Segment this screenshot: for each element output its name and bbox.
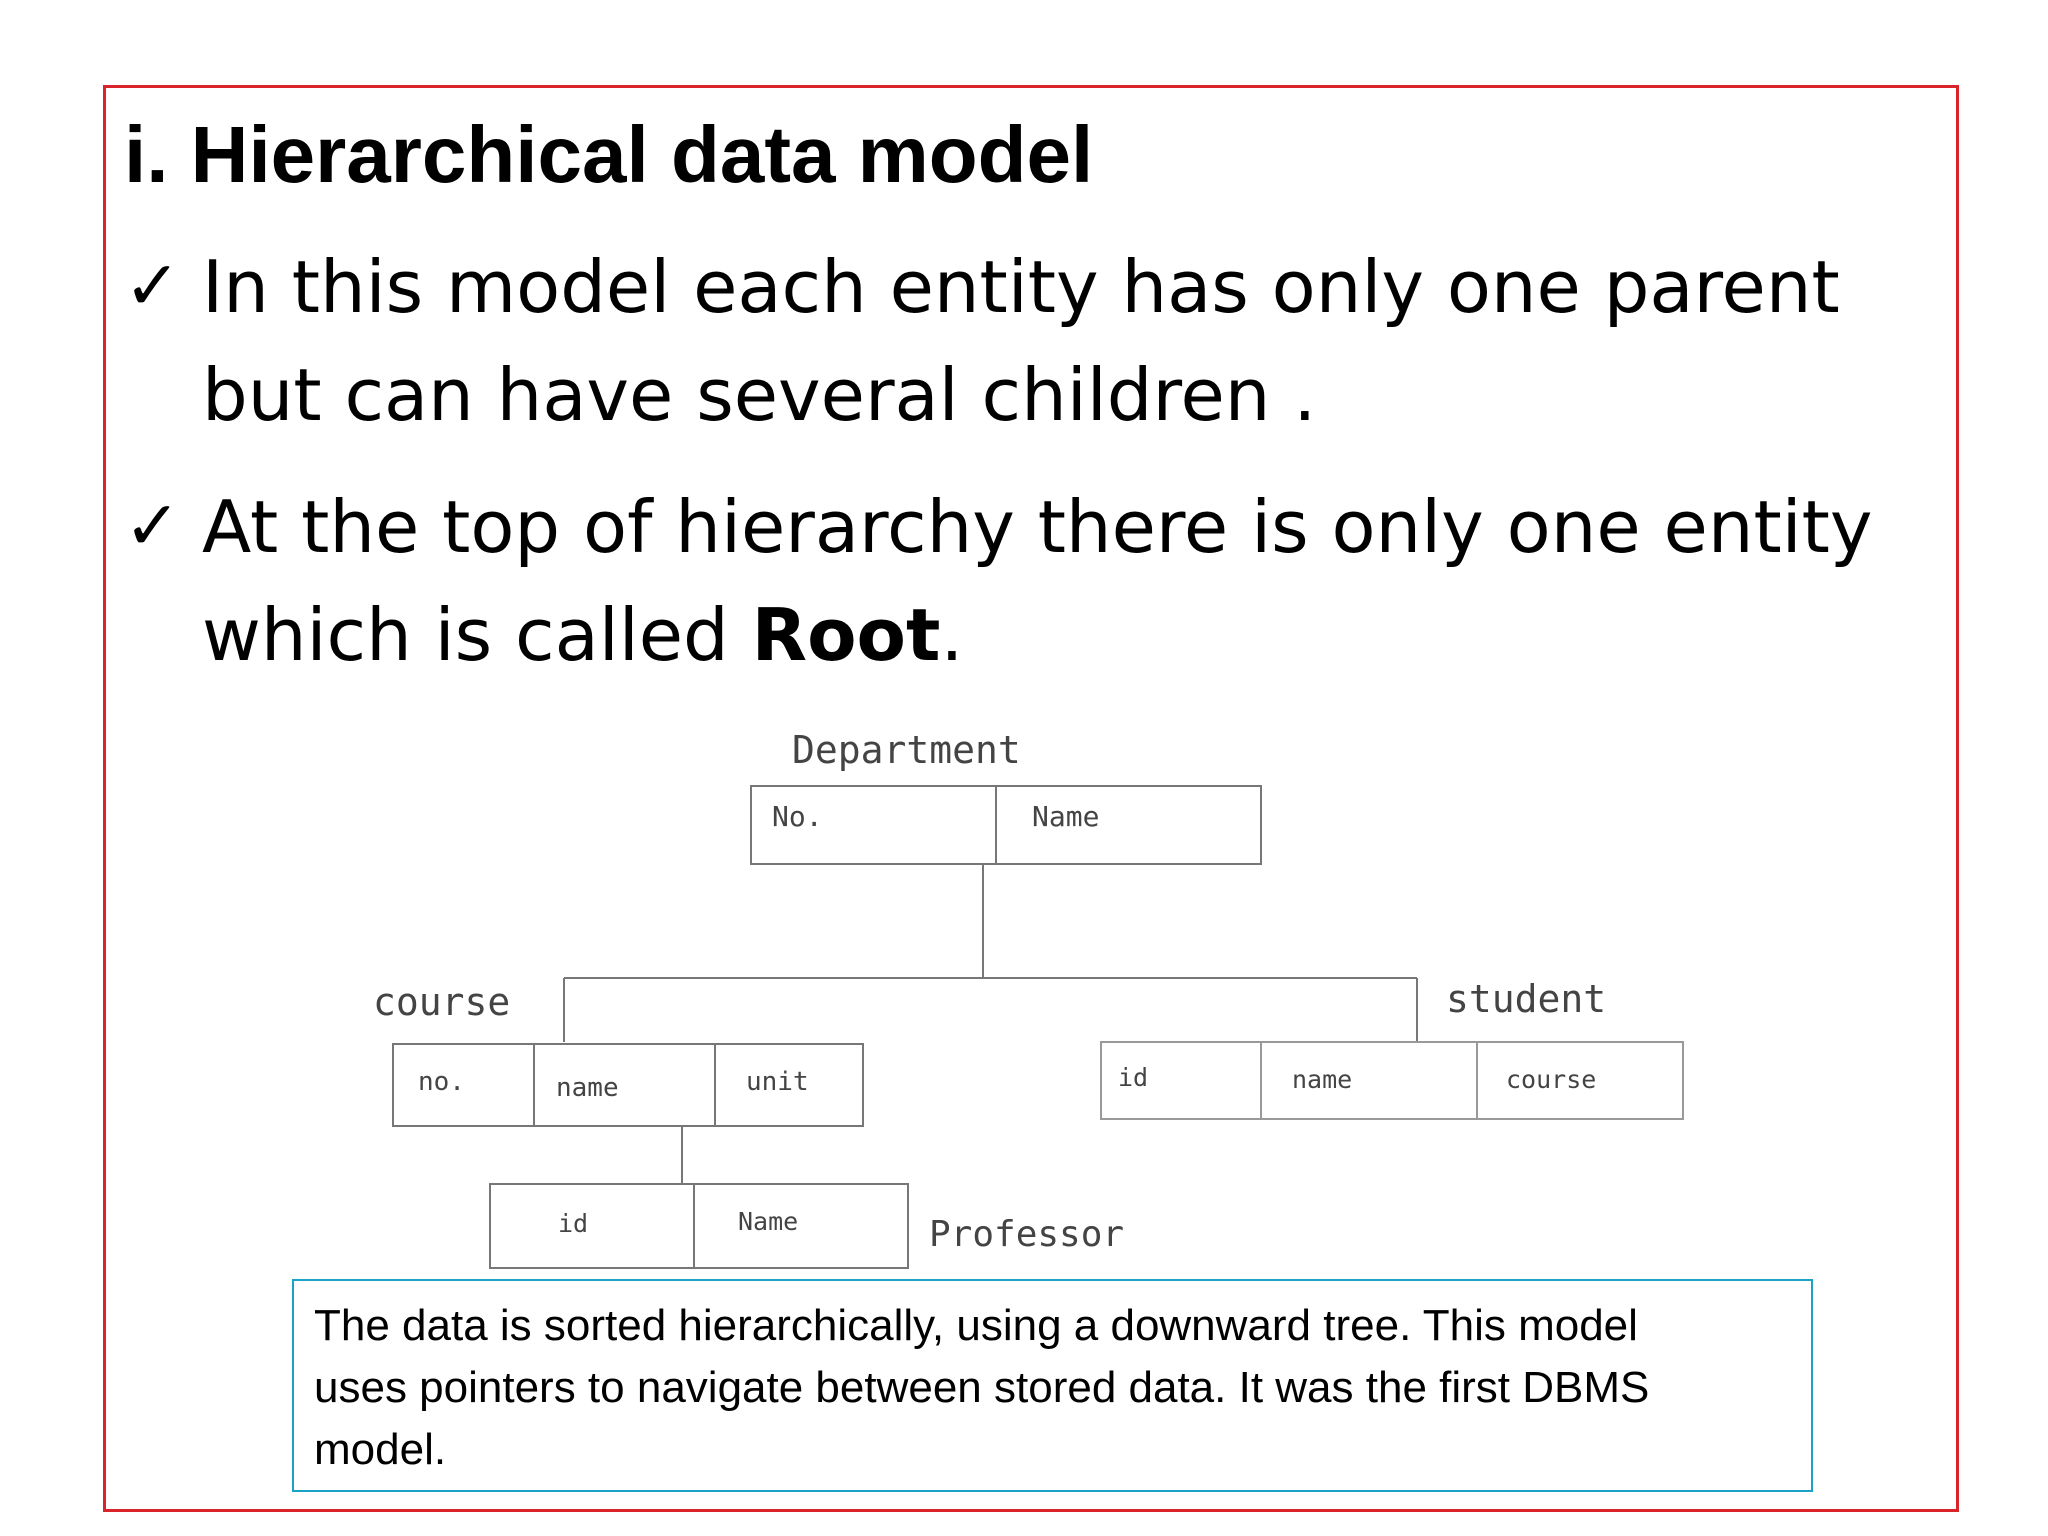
bullet-1-line-2: but can have several children . [202,353,1317,437]
professor-field-id: id [558,1209,589,1238]
caption-box [292,1279,1813,1492]
caption-line-1: The data is sorted hierarchically, using a downward tree. This model [314,1301,1638,1350]
bullet-2-line-1: At the top of hierarchy there is only one entity [202,485,1873,569]
department-label: Department [792,728,1021,772]
department-field-no: No. [772,800,823,833]
course-field-no: no. [418,1067,465,1097]
bullet-2-line-2 [202,581,1982,689]
department-field-name: Name [1032,800,1100,833]
professor-field-name: Name [738,1207,799,1236]
student-field-course: course [1506,1065,1597,1094]
professor-label: Professor [929,1214,1125,1255]
course-label: course [373,980,511,1024]
checkmark-icon: ✓ [124,247,181,326]
caption-line-2: uses pointers to navigate between stored data. It was the first DBMS [314,1363,1650,1412]
bullet-1-line-1: In this model each entity has only one parent [202,245,1840,329]
course-field-unit: unit [746,1067,809,1097]
bullet-2-line-2-period: . [940,593,964,677]
student-label: student [1446,977,1607,1021]
student-field-id: id [1118,1063,1149,1092]
course-field-name: name [556,1073,619,1103]
root-term: Root [751,593,941,677]
checkmark-icon: ✓ [124,487,181,566]
bullet-2-line-2-text: which is called [202,593,752,677]
caption-line-3: model. [314,1425,447,1474]
student-field-name: name [1292,1065,1353,1094]
slide-title: i. Hierarchical data model [124,110,1094,199]
